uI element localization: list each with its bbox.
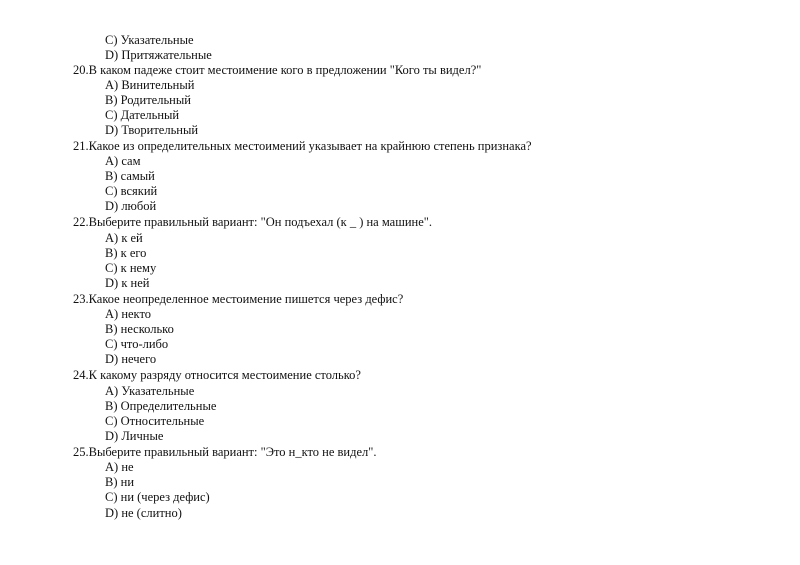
option-25a: A) не bbox=[105, 460, 134, 474]
question-21: 21.Какое из определительных местоимений указывает на крайнюю степень признака? bbox=[73, 139, 532, 153]
option-25c: C) ни (через дефис) bbox=[105, 490, 210, 504]
option-20c: C) Дательный bbox=[105, 108, 180, 122]
option-24b: B) Определительные bbox=[105, 399, 217, 413]
option-23d: D) нечего bbox=[105, 352, 157, 366]
option-21d: D) любой bbox=[105, 199, 157, 213]
option-24c: C) Относительные bbox=[105, 414, 205, 428]
option-24d: D) Личные bbox=[105, 429, 164, 443]
option-20d: D) Творительный bbox=[105, 123, 199, 137]
question-20: 20.В каком падеже стоит местоимение кого в предложении "Кого ты видел?" bbox=[73, 63, 482, 77]
option-21b: B) самый bbox=[105, 169, 155, 183]
option-22b: B) к его bbox=[105, 246, 147, 260]
option-22d: D) к ней bbox=[105, 276, 150, 290]
option-23b: B) несколько bbox=[105, 322, 174, 336]
option-24a: A) Указательные bbox=[105, 384, 195, 398]
option-19d: D) Притяжательные bbox=[105, 48, 212, 62]
option-22c: C) к нему bbox=[105, 261, 157, 275]
option-23c: C) что-либо bbox=[105, 337, 169, 351]
option-20b: B) Родительный bbox=[105, 93, 191, 107]
question-23: 23.Какое неопределенное местоимение пишется через дефис? bbox=[73, 292, 404, 306]
question-22: 22.Выберите правильный вариант: "Он подъехал (к _ ) на машине". bbox=[73, 215, 432, 229]
option-25d: D) не (слитно) bbox=[105, 506, 182, 520]
option-21a: A) сам bbox=[105, 154, 141, 168]
question-24: 24.К какому разряду относится местоимение столько? bbox=[73, 368, 361, 382]
option-22a: A) к ей bbox=[105, 231, 143, 245]
option-20a: A) Винительный bbox=[105, 78, 195, 92]
option-25b: B) ни bbox=[105, 475, 135, 489]
question-25: 25.Выберите правильный вариант: "Это н_кто не видел". bbox=[73, 445, 377, 459]
option-21c: C) всякий bbox=[105, 184, 158, 198]
option-23a: A) некто bbox=[105, 307, 152, 321]
option-19c: C) Указательные bbox=[105, 33, 194, 47]
